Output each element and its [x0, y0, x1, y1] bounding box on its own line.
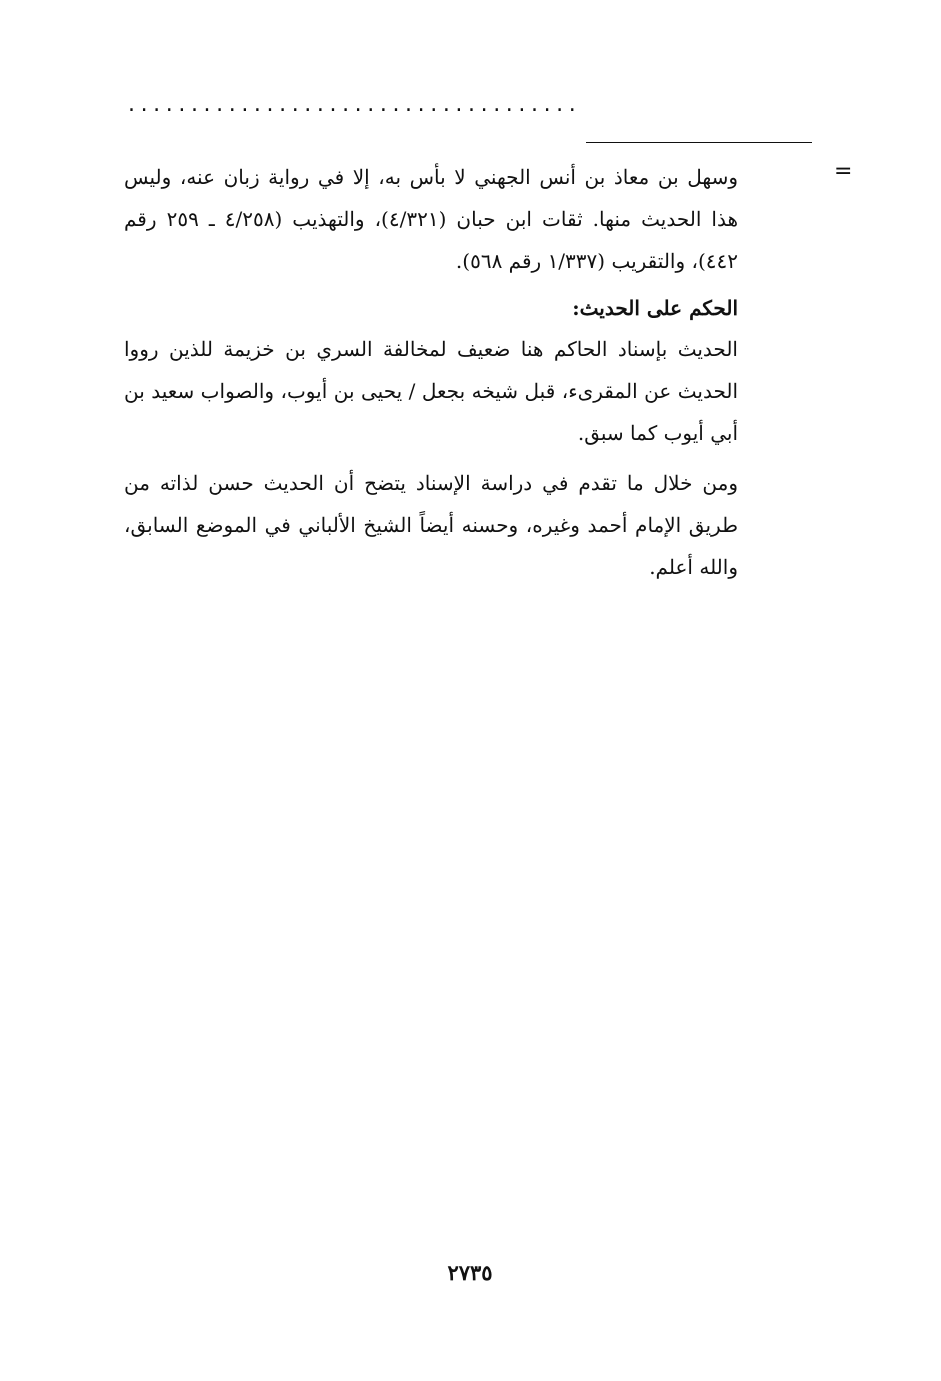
- header-dotted-line: ....................................: [128, 94, 582, 116]
- ruling-paragraph: الحديث بإسناد الحاكم هنا ضعيف لمخالفة السري بن خزيمة للذين رووا الحديث عن المقرىء، قبل شيخه بجعل / يحيى بن أيوب، والصواب سعيد بن أبي أيوب كما سبق.: [124, 337, 738, 445]
- footnote-continuation-mark: =: [834, 159, 853, 184]
- footnote-paragraph: وسهل بن معاذ بن أنس الجهني لا بأس به، إلا في رواية زبان عنه، وليس هذا الحديث منها. ثقات ابن حبان (٤/٣٢١)، والتهذيب (٤/٢٥٨ ـ ٢٥٩ رقم ٤٤٢)، والتقريب (١/٣٣٧ رقم ٥٦٨).: [124, 165, 739, 273]
- footnote-separator-rule: [586, 142, 812, 143]
- footnote-text-block: [124, 156, 738, 282]
- conclusion-text-block: [124, 462, 738, 588]
- ruling-text-block: [124, 328, 738, 454]
- section-heading: الحكم على الحديث:: [572, 296, 738, 320]
- conclusion-paragraph: ومن خلال ما تقدم في دراسة الإسناد يتضح أن الحديث حسن لذاته من طريق الإمام أحمد وغيره، وحسنه أيضاً الشيخ الألباني في الموضع السابق، والله أعلم.: [124, 471, 738, 579]
- page-number: ٢٧٣٥: [447, 1260, 493, 1285]
